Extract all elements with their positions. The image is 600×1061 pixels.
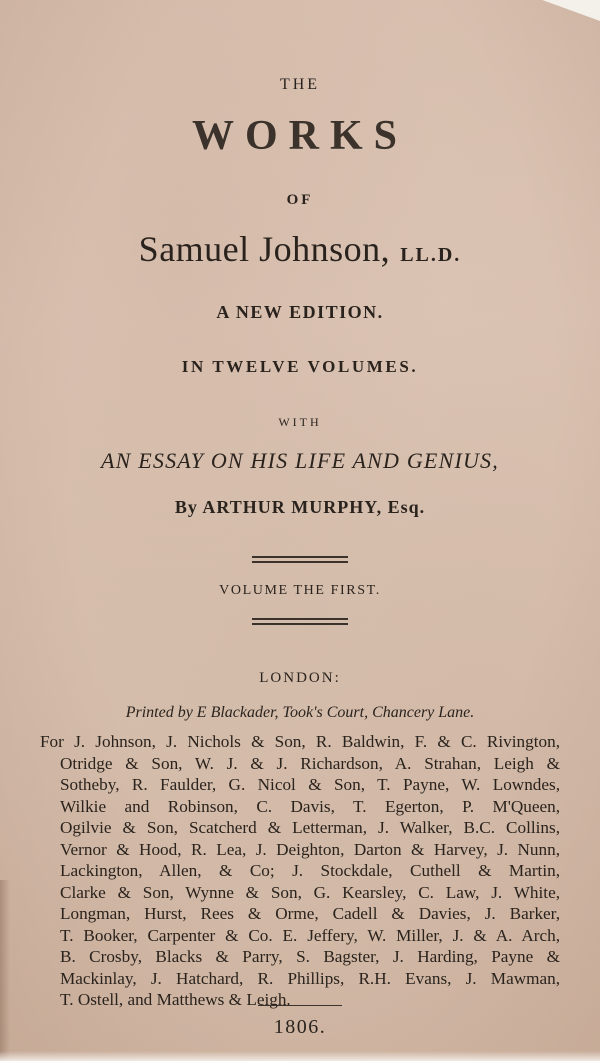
booksellers-line: Vernor & Hood, R. Lea, J. Deighton, Darton & Harvey, J. Nunn, (60, 839, 560, 859)
booksellers-list (40, 731, 560, 1011)
publication-year: 1806. (273, 1016, 327, 1038)
bottom-rule (258, 1005, 342, 1006)
author-name: Samuel Johnson, (138, 229, 391, 269)
title-works: WORKS (191, 113, 409, 159)
title-the: THE (279, 76, 321, 93)
double-rule-bottom-thin (252, 624, 348, 625)
booksellers-line: T. Ostell, and Matthews & Leigh. (60, 990, 291, 1009)
printer-line: Printed by E Blackader, Took's Court, Chancery Lane. (125, 704, 475, 721)
booksellers-line: B. Crosby, Blacks & Parry, S. Bagster, J. Harding, Payne & (60, 947, 560, 966)
volume-label: VOLUME THE FIRST. (219, 583, 381, 598)
imprint-city: LONDON: (259, 670, 341, 686)
author-line (0, 228, 600, 270)
essay-byline: By ARTHUR MURPHY, Esq. (174, 497, 426, 517)
double-rule-top-thin (252, 562, 348, 563)
booksellers-line: Otridge & Son, W. J. & J. Richardson, A. Strahan, Leigh & (60, 753, 560, 773)
booksellers-line: Sotheby, R. Faulder, G. Nicol & Son, T. Payne, W. Lowndes, (60, 775, 560, 794)
author-degree: LL.D. (400, 244, 462, 266)
booksellers-line: T. Booker, Carpenter & Co. E. Jeffery, W. Miller, J. & A. Arch, (60, 925, 560, 945)
torn-corner (540, 0, 600, 30)
bottom-wear (0, 1051, 600, 1061)
with-label: WITH (278, 415, 322, 429)
booksellers-line: Longman, Hurst, Rees & Orme, Cadell & Davies, J. Barker, (60, 904, 560, 923)
booksellers-line: Ogilvie & Son, Scatcherd & Letterman, J. Walker, B.C. Collins, (60, 818, 560, 837)
title-of: OF (286, 192, 314, 208)
booksellers-line: Mackinlay, J. Hatchard, R. Phillips, R.H. Evans, J. Mawman, (60, 968, 560, 988)
booksellers-line: For J. Johnson, J. Nichols & Son, R. Baldwin, F. & C. Rivington, (40, 732, 560, 751)
essay-title: AN ESSAY ON HIS LIFE AND GENIUS, (101, 448, 499, 473)
booksellers-line: Lackington, Allen, & Co; J. Stockdale, Cuthell & Martin, (60, 861, 560, 880)
booksellers-line: Wilkie and Robinson, C. Davis, T. Egerton, P. M'Queen, (60, 796, 560, 816)
booksellers-line: Clarke & Son, Wynne & Son, G. Kearsley, C. Law, J. White, (60, 882, 560, 902)
volumes-statement: IN TWELVE VOLUMES. (181, 357, 419, 376)
edition-statement: A NEW EDITION. (216, 302, 384, 322)
